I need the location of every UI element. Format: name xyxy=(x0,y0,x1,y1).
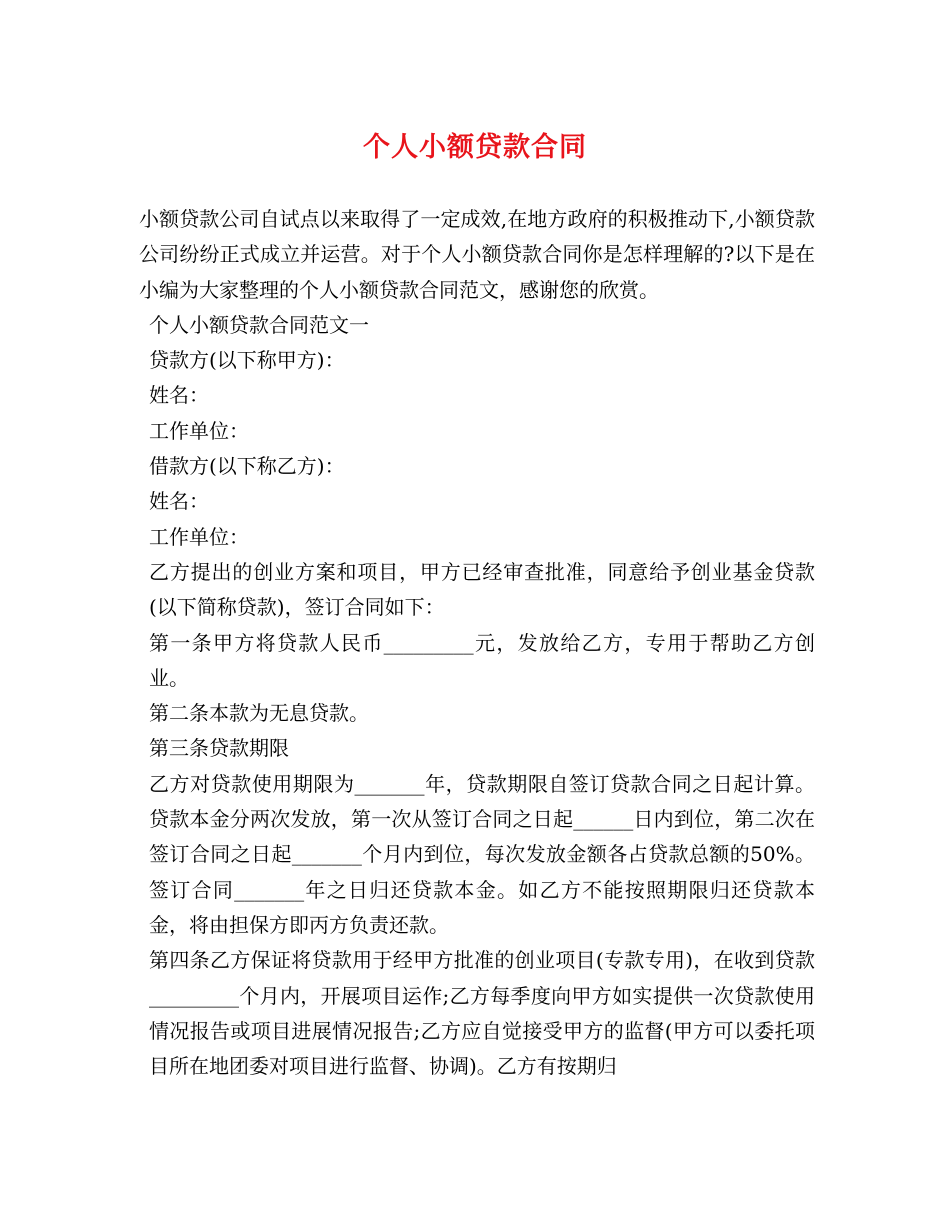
lender-label: 贷款方(以下称甲方)： xyxy=(149,348,345,373)
article-4-paragraph: 第四条乙方保证将贷款用于经甲方批准的创业项目(专款专用)，在收到贷款_________个月内，开展项目运作;乙方每季度向甲方如实提供一次贷款使用情况报告或项目进展情况报告;乙方应自觉接受甲方的监督(甲方可以委托项目所在地团委对项目进行监督、协调)。乙方有按期归 xyxy=(149,948,815,1079)
borrower-employer-label: 工作单位： xyxy=(149,524,249,549)
lender-name-label: 姓名： xyxy=(149,383,209,408)
document-body xyxy=(139,202,815,1084)
borrower-name-label: 姓名： xyxy=(149,489,209,514)
article-1-paragraph: 第一条甲方将贷款人民币_________元，发放给乙方，专用于帮助乙方创业。 xyxy=(149,630,815,690)
article-3-heading: 第三条贷款期限 xyxy=(149,736,289,761)
section-heading: 个人小额贷款合同范文一 xyxy=(149,312,369,337)
lender-employer-label: 工作单位： xyxy=(149,418,249,443)
borrower-label: 借款方(以下称乙方)： xyxy=(149,454,345,479)
page-title: 个人小额贷款合同 xyxy=(363,132,587,163)
preamble-paragraph: 乙方提出的创业方案和项目，甲方已经审查批准，同意给予创业基金贷款(以下简称贷款)，签订合同如下： xyxy=(149,559,815,620)
article-3-paragraph: 乙方对贷款使用期限为_______年，贷款期限自签订贷款合同之日起计算。贷款本金分两次发放，第一次从签订合同之日起______日内到位，第二次在签订合同之日起_______个月内到位，每次发放金额各占贷款总额的50%。签订合同_______年之日归还贷款本金。如乙方不能按照期限归还贷款本金，将由担保方即丙方负责还款。 xyxy=(149,771,815,937)
intro-paragraph: 小额贷款公司自试点以来取得了一定成效,在地方政府的积极推动下,小额贷款公司纷纷正式成立并运营。对于个人小额贷款合同你是怎样理解的?以下是在小编为大家整理的个人小额贷款合同范文，感谢您的欣赏。 xyxy=(139,207,815,302)
article-2-paragraph: 第二条本款为无息贷款。 xyxy=(149,701,369,726)
